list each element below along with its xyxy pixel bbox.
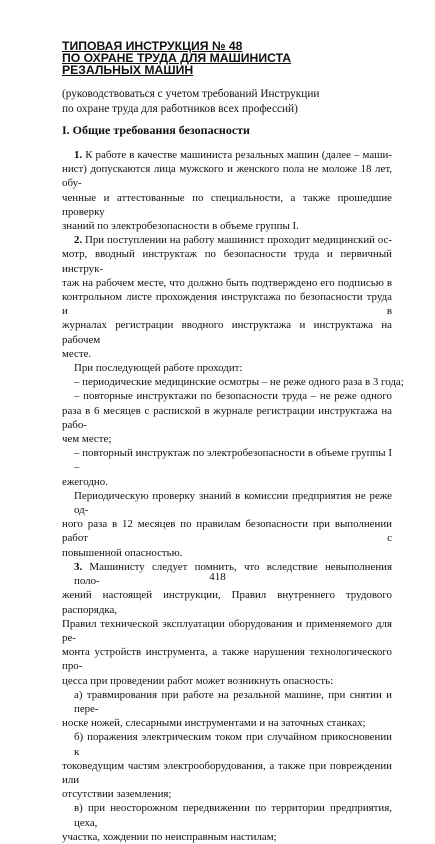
paragraph-line bbox=[62, 617, 392, 645]
line-text: журналах регистрации вводного инструктажа и инструктажа на рабочем bbox=[62, 319, 392, 346]
paragraph bbox=[62, 730, 392, 801]
paragraph-line bbox=[62, 446, 392, 474]
paragraph bbox=[62, 801, 392, 844]
note-line-1: (руководствоваться с учетом требований Инструкции bbox=[62, 88, 320, 100]
line-text: Периодическую проверку знаний в комиссии предприятия не реже од- bbox=[74, 489, 392, 517]
paragraph-line bbox=[62, 489, 392, 517]
line-text: При поступлении на работу машинист проходит медицинский ос- bbox=[82, 234, 392, 247]
paragraph-line bbox=[62, 276, 392, 290]
title-line-1: ТИПОВАЯ ИНСТРУКЦИЯ № 48 bbox=[62, 39, 243, 53]
paragraph-line bbox=[62, 830, 392, 844]
paragraph-line bbox=[62, 361, 392, 375]
paragraph-line bbox=[62, 247, 392, 275]
line-text: ного раза в 12 месяцев по правилам безопасности при выполнении работ с bbox=[62, 518, 392, 545]
title-line-2: ПО ОХРАНЕ ТРУДА ДЛЯ МАШИНИСТА bbox=[62, 51, 292, 65]
paragraph bbox=[62, 389, 392, 446]
document-title bbox=[62, 40, 392, 76]
line-text: ежегодно. bbox=[62, 475, 108, 488]
paragraph-line bbox=[62, 347, 392, 361]
line-text: повышенной опасностью. bbox=[62, 546, 183, 559]
line-text: ченные и аттестованные по специальности, а также прошедшие проверку bbox=[62, 191, 392, 218]
paragraph-line bbox=[62, 787, 392, 801]
paragraph bbox=[62, 489, 392, 560]
paragraph-line bbox=[62, 517, 392, 545]
paragraph-line bbox=[62, 148, 392, 162]
line-text: При последующей работе проходит: bbox=[74, 362, 243, 375]
paragraph-line bbox=[62, 546, 392, 560]
paragraph-line bbox=[62, 801, 392, 829]
paragraph-line bbox=[62, 688, 392, 716]
line-text: месте. bbox=[62, 347, 92, 360]
paragraph-number: 2. bbox=[74, 234, 83, 247]
line-text: – повторные инструктажи по безопасности труда – не реже одного bbox=[74, 390, 392, 403]
line-text: таж на рабочем месте, что должно быть подтверждено его подписью в bbox=[62, 276, 392, 289]
paragraph-line bbox=[62, 375, 404, 389]
line-text: чем месте; bbox=[62, 433, 112, 446]
line-text: в) при неосторожном передвижении по территории предприятия, цеха, bbox=[74, 802, 392, 829]
paragraph-line bbox=[62, 645, 392, 673]
line-text: а) травмирования при работе на резальной машине, при снятии и пере- bbox=[74, 688, 392, 715]
paragraph-line bbox=[62, 318, 392, 346]
line-text: монта устройств инструмента, а также нарушения технологического про- bbox=[62, 646, 392, 673]
paragraph-line bbox=[62, 389, 392, 403]
paragraph bbox=[62, 233, 392, 361]
paragraph-line bbox=[62, 233, 392, 247]
paragraph-number: 1. bbox=[74, 149, 83, 161]
paragraph-number: 3. bbox=[74, 560, 83, 573]
line-text: Машинисту следует помнить, что вследствие невыполнения поло- bbox=[74, 560, 392, 588]
line-text: К работе в качестве машиниста резальных машин (далее – маши- bbox=[82, 149, 392, 161]
line-text: цесса при проведении работ может возникнуть опасность: bbox=[62, 674, 334, 687]
paragraph-line bbox=[62, 290, 392, 318]
paragraph-line bbox=[62, 432, 392, 446]
paragraph bbox=[62, 688, 392, 731]
section-heading: I. Общие требования безопасности bbox=[62, 123, 250, 137]
paragraph-line bbox=[62, 730, 392, 758]
line-text: жений настоящей инструкции, Правил внутреннего трудового распорядка, bbox=[62, 589, 392, 616]
page-number: 418 bbox=[209, 571, 226, 583]
note-line-2: по охране труда для работников всех профессий) bbox=[62, 103, 298, 115]
paragraph-line bbox=[62, 404, 392, 432]
paragraph-line bbox=[62, 219, 392, 233]
paragraph-line bbox=[62, 759, 392, 787]
line-text: нист) допускаются лица мужского и женского пола не моложе 18 лет, обу- bbox=[62, 163, 392, 190]
line-text: б) поражения электрическим током при случайном прикосновении к bbox=[74, 731, 392, 758]
paragraph bbox=[62, 361, 392, 375]
line-text: – периодические медицинские осмотры – не реже одного раза в 3 года; bbox=[74, 376, 404, 389]
document-note bbox=[62, 87, 382, 117]
line-text: – повторный инструктаж по электробезопасности в объеме группы I – bbox=[74, 447, 392, 474]
line-text: носке ножей, слесарными инструментами и на заточных станках; bbox=[62, 717, 366, 730]
paragraph bbox=[62, 446, 392, 489]
line-text: отсутствии заземления; bbox=[62, 788, 172, 801]
line-text: Правил технической эксплуатации оборудования и применяемого для ре- bbox=[62, 617, 392, 644]
section-body bbox=[62, 148, 404, 844]
paragraph bbox=[62, 148, 392, 233]
paragraph-line bbox=[62, 674, 392, 688]
paragraph-line bbox=[62, 475, 392, 489]
paragraph-line bbox=[62, 716, 392, 730]
line-text: знаний по электробезопасности в объеме группы I. bbox=[62, 220, 299, 233]
paragraph bbox=[62, 375, 404, 389]
paragraph-line bbox=[62, 588, 392, 616]
line-text: участка, хождении по неисправным настилам; bbox=[62, 830, 277, 843]
line-text: мотр, вводный инструктаж по безопасности труда и первичный инструк- bbox=[62, 248, 392, 275]
line-text: контрольном листе прохождения инструктажа по безопасности труда и в bbox=[62, 291, 392, 318]
paragraph-line bbox=[62, 191, 392, 219]
line-text: раза в 6 месяцев с распиской в журнале регистрации инструктажа на рабо- bbox=[62, 404, 392, 431]
line-text: токоведущим частям электрооборудования, а также при повреждении или bbox=[62, 759, 392, 786]
title-line-3: РЕЗАЛЬНЫХ МАШИН bbox=[62, 63, 194, 77]
paragraph-line bbox=[62, 162, 392, 190]
